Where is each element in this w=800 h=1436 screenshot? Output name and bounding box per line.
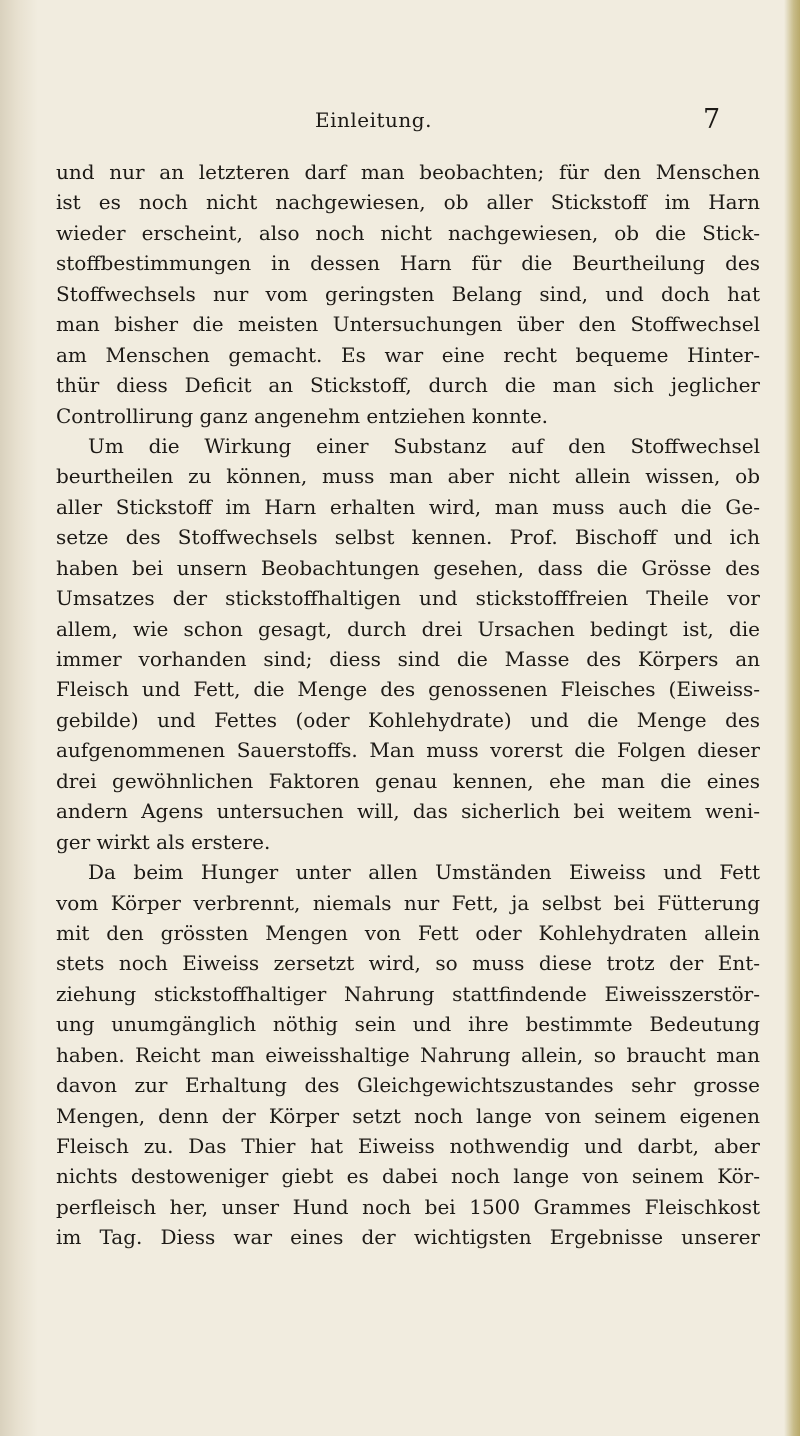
text-line: stets noch Eiweiss zersetzt wird, so muss diese trotz der Ent- [56,951,760,976]
text-line: setze des Stoffwechsels selbst kennen. Prof. Bischoff und ich [56,525,760,550]
text-line: ziehung stickstoffhaltiger Nahrung stattfindende Eiweisszerstör- [56,981,760,1006]
running-head: Einleitung. [315,108,432,132]
text-line: Da beim Hunger unter allen Umständen Eiweiss und Fett [88,860,760,885]
text-line: wieder erscheint, also noch nicht nachgewiesen, ob die Stick- [56,220,760,245]
text-line: gebilde) und Fettes (oder Kohlehydrate) und die Menge des [56,707,760,732]
page-edge [784,0,800,1436]
text-line: ung unumgänglich nöthig sein und ihre bestimmte Bedeutung [56,1012,760,1037]
text-line: haben bei unsern Beobachtungen gesehen, dass die Grösse des [56,555,760,580]
text-line: mit den grössten Mengen von Fett oder Kohlehydraten allein [56,920,760,945]
text-line: Fleisch und Fett, die Menge des genossenen Fleisches (Eiweiss- [56,677,760,702]
page-gutter-shadow [0,0,38,1436]
text-line: am Menschen gemacht. Es war eine recht bequeme Hinter- [56,342,760,367]
text-line: vom Körper verbrennt, niemals nur Fett, ja selbst bei Fütterung [56,890,760,915]
text-line: Umsatzes der stickstoffhaltigen und stickstofffreien Theile vor [56,586,760,611]
body-text [56,157,760,1253]
text-line: und nur an letzteren darf man beobachten; für den Menschen [56,160,760,184]
text-line: ist es noch nicht nachgewiesen, ob aller Stickstoff im Harn [56,190,760,215]
text-line: Controllirung ganz angenehm entziehen konnte. [56,403,549,428]
text-line: immer vorhanden sind; diess sind die Masse des Körpers an [56,647,760,671]
text-line: Um die Wirkung einer Substanz auf den Stoffwechsel [88,433,760,458]
text-line: man bisher die meisten Untersuchungen über den Stoffwechsel [56,312,760,337]
text-line: im Tag. Diess war eines der wichtigsten Ergebnisse unserer [56,1225,760,1250]
text-line: Fleisch zu. Das Thier hat Eiweiss nothwendig und darbt, aber [56,1134,760,1158]
text-line: allem, wie schon gesagt, durch drei Ursachen bedingt ist, die [56,616,760,641]
page-header [0,104,800,138]
text-line: Stoffwechsels nur vom geringsten Belang sind, und doch hat [56,281,760,306]
text-line: thür diess Deficit an Stickstoff, durch die man sich jeglicher [56,373,760,398]
text-line: Mengen, denn der Körper setzt noch lange von seinem eigenen [56,1103,760,1128]
text-line: andern Agens untersuchen will, das sicherlich bei weitem weni- [56,799,760,824]
text-line: beurtheilen zu können, muss man aber nicht allein wissen, ob [56,464,760,489]
text-line: haben. Reicht man eiweisshaltige Nahrung allein, so braucht man [56,1042,760,1067]
text-line: aller Stickstoff im Harn erhalten wird, man muss auch die Ge- [56,494,760,519]
text-line: stoffbestimmungen in dessen Harn für die Beurtheilung des [56,251,760,276]
text-line: drei gewöhnlichen Faktoren genau kennen, ehe man die eines [56,768,760,793]
text-line: nichts destoweniger giebt es dabei noch lange von seinem Kör- [56,1164,760,1189]
text-line: ger wirkt als erstere. [56,829,271,854]
text-line: perfleisch her, unser Hund noch bei 1500 Grammes Fleischkost [56,1194,760,1219]
page-number: 7 [703,104,721,135]
text-line: davon zur Erhaltung des Gleichgewichtszustandes sehr grosse [56,1073,760,1098]
text-line: aufgenommenen Sauerstoffs. Man muss vorerst die Folgen dieser [56,738,760,763]
